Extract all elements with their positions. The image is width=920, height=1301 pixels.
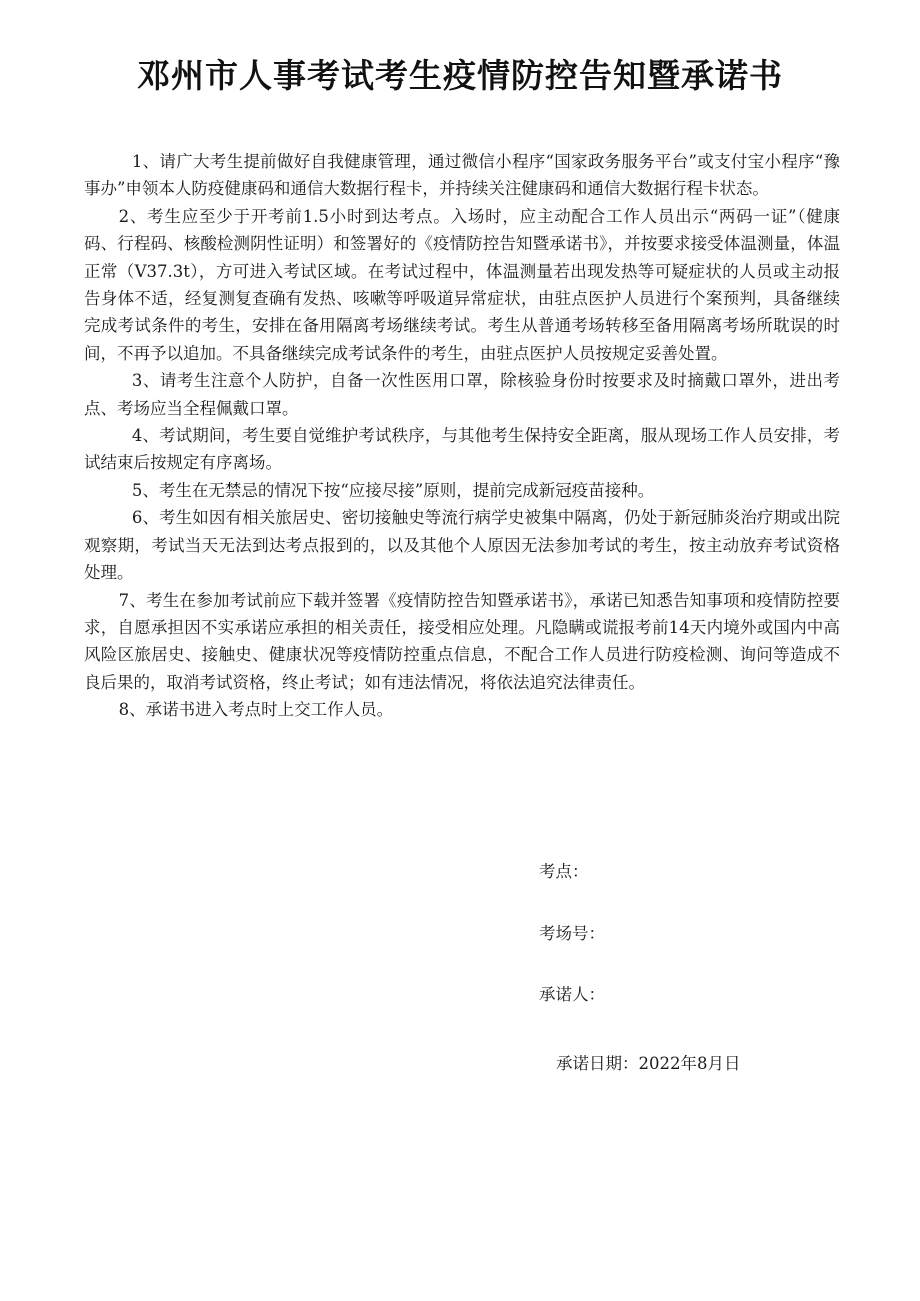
paragraph-8: 8、承诺书进入考点时上交工作人员。 <box>118 700 394 720</box>
paragraph-1: 1、请广大考生提前做好自我健康管理，通过微信小程序“国家政务服务平台”或支付宝小程序“豫事办”申领本人防疫健康码和通信大数据行程卡，并持续关注健康码和通信大数据行程卡状态。 <box>84 152 840 199</box>
document-body <box>84 148 840 724</box>
promisor-label: 承诺人： <box>539 985 605 1004</box>
promise-date: 承诺日期：2022年8月日 <box>556 1054 741 1073</box>
paragraph-3: 3、请考生注意个人防护，自备一次性医用口罩，除核验身份时按要求及时摘戴口罩外，进出考点、考场应当全程佩戴口罩。 <box>84 371 840 418</box>
paragraph-4: 4、考试期间，考生要自觉维护考试秩序，与其他考生保持安全距离，服从现场工作人员安排，考试结束后按规定有序离场。 <box>84 426 840 473</box>
document-title: 邓州市人事考试考生疫情防控告知暨承诺书 <box>137 56 783 95</box>
exam-room-label: 考场号： <box>539 924 605 943</box>
paragraph-7: 7、考生在参加考试前应下载并签署《疫情防控告知暨承诺书》，承诺已知悉告知事项和疫情防控要求，自愿承担因不实承诺应承担的相关责任，接受相应处理。凡隐瞒或谎报考前14天内境外或国内中高风险区旅居史、接触史、健康状况等疫情防控重点信息，不配合工作人员进行防疫检测、询问等造成不良后果的，取消考试资格，终止考试；如有违法情况，将依法追究法律责任。 <box>84 590 840 692</box>
paragraph-5: 5、考生在无禁忌的情况下按“应接尽接”原则，提前完成新冠疫苗接种。 <box>131 480 655 500</box>
paragraph-2: 2、考生应至少于开考前1.5小时到达考点。入场时，应主动配合工作人员出示“两码一证”（健康码、行程码、核酸检测阴性证明）和签署好的《疫情防控告知暨承诺书》，并按要求接受体温测量，体温正常（V37.3t），方可进入考试区域。在考试过程中，体温测量若出现发热等可疑症状的人员或主动报告身体不适，经复测复查确有发热、咳嗽等呼吸道异常症状，由驻点医护人员进行个案预判，具备继续完成考试条件的考生，安排在备用隔离考场继续考试。考生从普通考场转移至备用隔离考场所耽误的时间，不再予以追加。不具备继续完成考试条件的考生，由驻点医护人员按规定妥善处置。 <box>84 206 840 363</box>
paragraph-6: 6、考生如因有相关旅居史、密切接触史等流行病学史被集中隔离，仍处于新冠肺炎治疗期或出院观察期，考试当天无法到达考点报到的，以及其他个人原因无法参加考试的考生，按主动放弃考试资格处理。 <box>84 508 840 583</box>
exam-site-label: 考点： <box>539 862 589 881</box>
